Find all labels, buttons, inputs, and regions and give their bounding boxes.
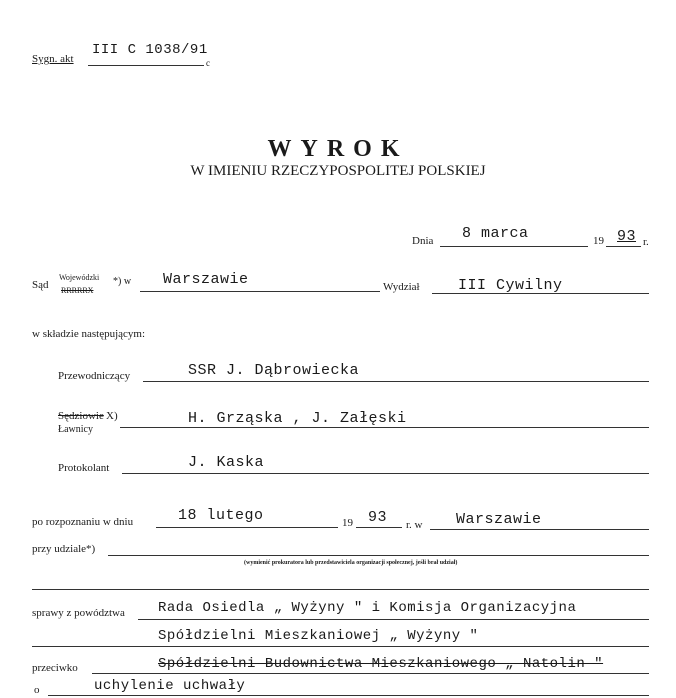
participation-note: (wymienić prokuratora lub przedstawiciela organizacji społecznej, jeśli brał udział) [244,560,458,566]
date-label: Dnia [412,235,434,247]
participation-line-2 [32,589,649,590]
document-subtitle: W IMIENIU RZECZYPOSPOLITEJ POLSKIEJ [190,163,486,179]
court-label: Sąd [32,279,49,291]
date-value: 8 marca [462,225,529,242]
department-value: III Cywilny [458,277,563,294]
defendant-label: przeciwko [32,662,78,674]
case-number-suffix: c [206,58,210,68]
case-number-line [88,65,204,66]
presiding-label: Przewodniczący [58,370,131,382]
hearing-label: po rozpoznaniu w dniu [32,516,134,528]
court-city: Warszawie [163,271,249,288]
composition-label: w składzie następującym: [32,328,146,340]
court-marker: *) w [113,276,132,287]
members-value: H. Grząska , J. Załęski [188,410,407,427]
date-year-line [606,246,641,247]
presiding-value: SSR J. Dąbrowiecka [188,362,360,379]
participation-line [108,555,649,556]
hearing-place-label: r. w [406,519,423,531]
defendant-line [92,673,649,674]
plaintiff-value-2: Spółdzielni Mieszkaniowej „ Wyżyny " [158,628,479,644]
date-year-prefix: 19 [593,235,604,247]
subject-label: o [34,684,40,696]
hearing-place-line [430,529,649,530]
members-line [120,427,649,428]
subject-line [48,695,649,696]
participation-label: przy udziale*) [32,543,96,555]
members-label-suffix: X) [106,410,118,422]
plaintiff-label: sprawy z powództwa [32,607,125,619]
hearing-year-value: 93 [368,509,388,526]
clerk-label: Protokolant [58,462,110,474]
date-year-value: 93 [617,228,637,245]
members-label: Ławnicy [58,424,93,435]
presiding-line [143,381,649,382]
case-number-value: III C 1038/91 [92,42,208,58]
court-type-top: Wojewódzki [59,273,100,282]
members-label-struck: Sędziowie [58,410,104,422]
subject-value: uchylenie uchwały [94,678,246,694]
plaintiff-line-1 [138,619,649,620]
date-year-suffix: r. [643,236,649,248]
plaintiff-line-2 [32,646,649,647]
hearing-place-value: Warszawie [456,511,542,528]
clerk-line [122,473,649,474]
department-label: Wydział [383,281,420,293]
plaintiff-value-1: Rada Osiedla „ Wyżyny " i Komisja Organizacyjna [158,600,577,616]
document-title: WYROK [267,136,409,162]
defendant-value: Spółdzielni Budownictwa Mieszkaniowego „ Natolin " [158,656,604,672]
court-type-bottom: RRRRRX [61,286,94,295]
hearing-year-prefix: 19 [342,517,353,529]
hearing-date-line [156,527,338,528]
clerk-value: J. Kaska [188,454,265,471]
case-number-label: Sygn. akt [32,53,74,65]
court-city-line [140,291,380,292]
date-line [440,246,588,247]
hearing-date-value: 18 lutego [178,507,264,524]
hearing-year-line [356,527,402,528]
